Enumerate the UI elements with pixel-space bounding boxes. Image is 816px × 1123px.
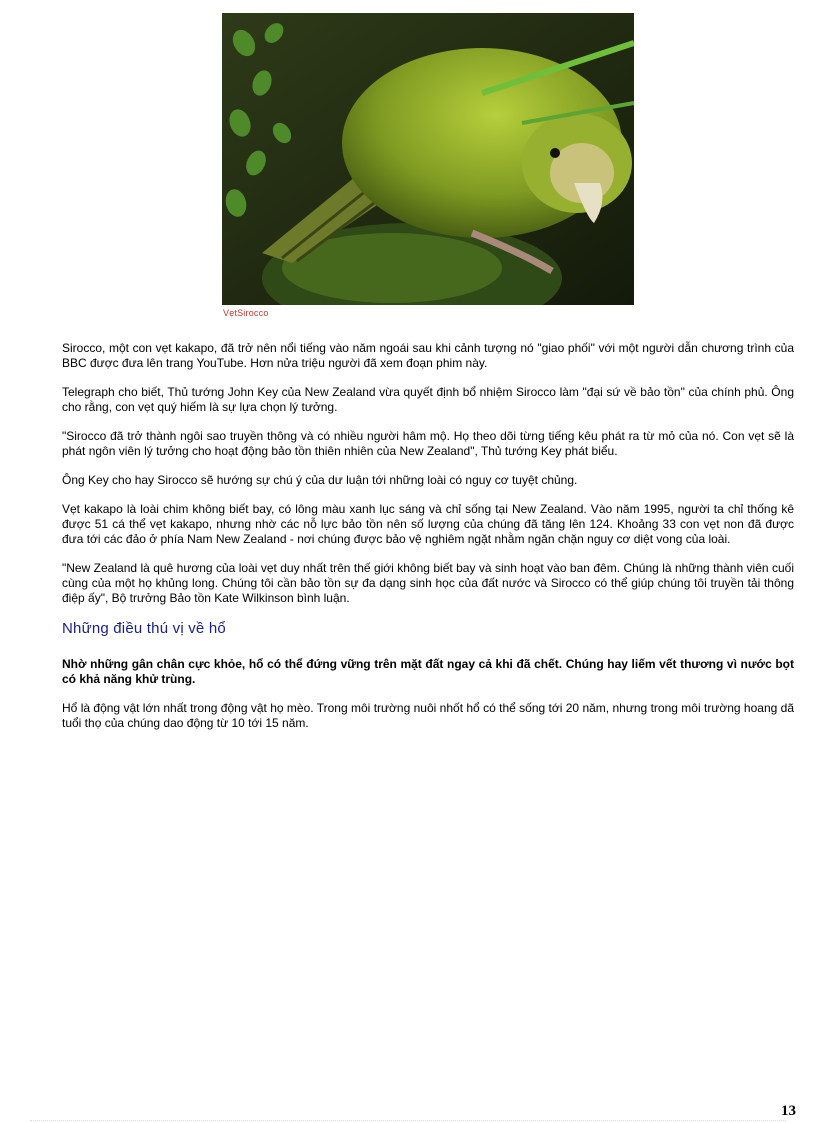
article-paragraph: Telegraph cho biết, Thủ tướng John Key của New Zealand vừa quyết định bổ nhiệm Sirocco làm "đại sứ về bảo tồn" của chính phủ. Ông cho rằng, con vẹt quý hiếm là sự lựa chọn lý tưởng. [62,385,794,414]
article-paragraph: Vẹt kakapo là loài chim không biết bay, có lông màu xanh lục sáng và chỉ sống tại New Zealand. Vào năm 1995, người ta chỉ thống kê được 51 cá thể vẹt kakapo, nhưng nhờ các nỗ lực bảo tồn nên số lượng của chúng đã tăng lên 124. Khoảng 33 con vẹt non đã được đưa tới các đảo ở phía Nam New Zealand - nơi chúng được bảo vệ nghiêm ngặt nhằm ngăn chặn nguy cơ diệt vong của loài. [62,502,794,546]
kakapo-illustration [222,13,634,305]
footer-divider [30,1120,786,1121]
kakapo-photo [222,13,634,305]
article-paragraph: "New Zealand là quê hương của loài vẹt duy nhất trên thế giới không biết bay và sinh hoạt vào ban đêm. Chúng là những thành viên cuối cùng của một họ khủng long. Chúng tôi cần bảo tồn sự đa dạng sinh học của đất nước và Sirocco có thể giúp chúng tôi truyền tải thông điệp ấy", Bộ trưởng Bảo tồn Kate Wilkinson bình luận. [62,561,794,605]
article-paragraph: Sirocco, một con vẹt kakapo, đã trở nên nổi tiếng vào năm ngoái sau khi cảnh tượng nó "giao phối" với một người dẫn chương trình của BBC được đưa lên trang YouTube. Hơn nửa triệu người đã xem đoạn phim này. [62,341,794,370]
article-paragraph: "Sirocco đã trở thành ngôi sao truyền thông và có nhiều người hâm mộ. Họ theo dõi từng tiếng kêu phát ra từ mỏ của nó. Con vẹt sẽ là phát ngôn viên lý tưởng cho hoạt động bảo tồn thiên nhiên của New Zealand", Thủ tướng Key phát biểu. [62,429,794,458]
section-paragraph: Hổ là động vật lớn nhất trong động vật họ mèo. Trong môi trường nuôi nhốt hổ có thể sống tới 20 năm, nhưng trong môi trường hoang dã tuổi thọ của chúng dao động từ 10 tới 15 năm. [62,701,794,730]
article-paragraph: Ông Key cho hay Sirocco sẽ hướng sự chú ý của dư luận tới những loài có nguy cơ tuyệt chủng. [62,473,578,487]
page-number: 13 [781,1103,796,1119]
section-lead-paragraph: Nhờ những gân chân cực khỏe, hổ có thể đứng vững trên mặt đất ngay cả khi đã chết. Chúng hay liếm vết thương vì nước bọt có khả năng khử trùng. [62,657,794,686]
image-caption: VẹtSirocco [223,308,269,318]
article-body [62,341,794,745]
section-heading: Những điều thú vị về hổ [62,620,226,637]
